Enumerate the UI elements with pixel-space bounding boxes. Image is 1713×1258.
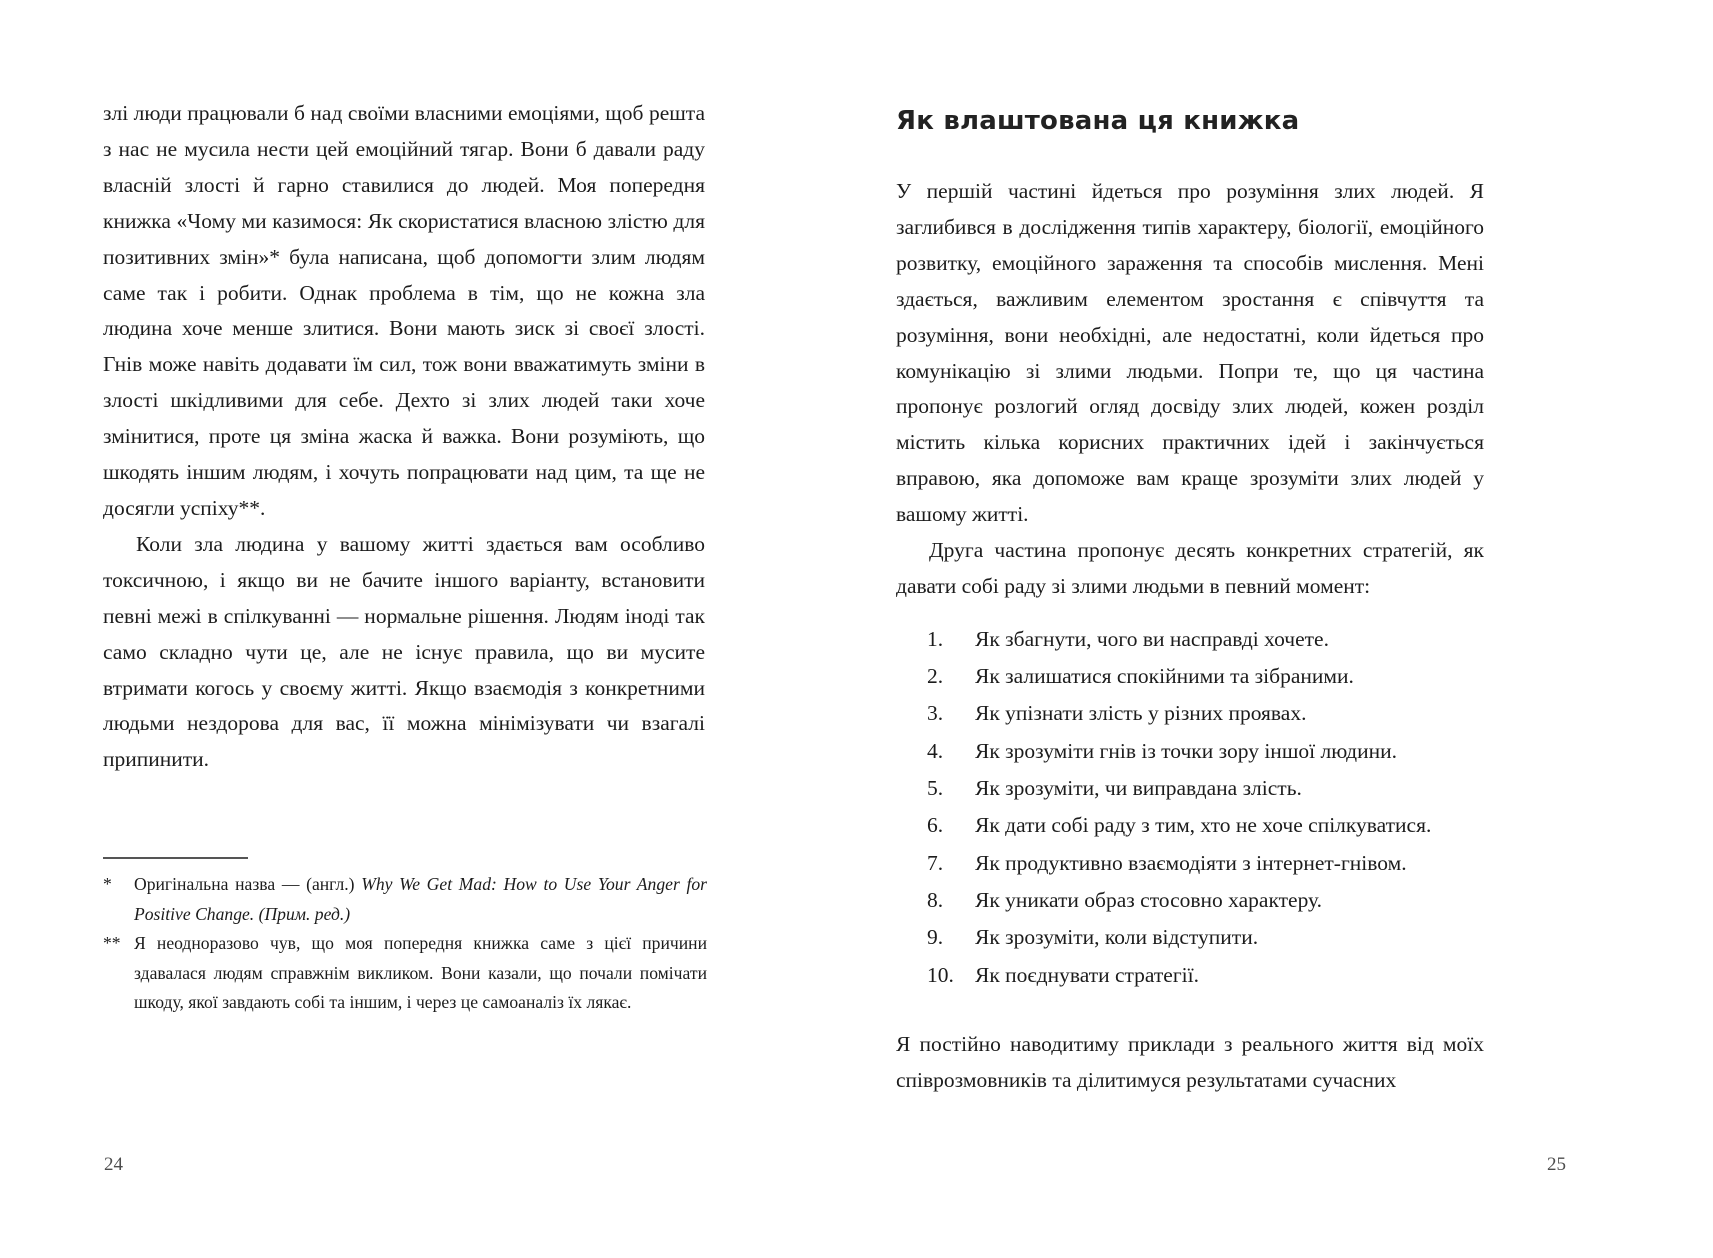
list-item-text: Як зрозуміти, чи виправдана злість.: [975, 776, 1302, 801]
list-item: [927, 882, 1484, 919]
footnote-segment: Я неодноразово чув, що моя попередня книжка саме з цієї причини здавалася людям справжнім викликом. Вони казали, що почали помічати шкоду, якої завдають собі та іншим, і через це самоаналіз їх лякає.: [134, 933, 707, 1013]
paragraph: Коли зла людина у вашому житті здається вам особливо токсичною, і якщо ви не бачите іншого варіанту, встановити певні межі в спілкуванні — нормальне рішення. Людям іноді так само складно чути це, але не існує правила, що ви мусите втримати когось у своєму житті. Якщо взаємодія з конкретними людьми нездорова для вас, її можна мінімізувати чи взагалі припинити.: [103, 531, 705, 772]
left-page-body: [103, 96, 705, 778]
footnote-text: [134, 929, 707, 1018]
list-item-number: 4.: [927, 738, 944, 763]
chapter-heading: Як влаштована ця книжка: [896, 106, 1300, 136]
list-item-text: Як уникати образ стосовно характеру.: [975, 887, 1323, 912]
list-item-text: Як зрозуміти, коли відступити.: [975, 925, 1259, 950]
footnote-segment-italic: Why We Get Mad: How to Use Your Anger for Positive Change. (Прим. ред.): [134, 874, 707, 924]
right-page-body: [896, 174, 1484, 1099]
paragraph: У першій частині йдеться про розуміння злих людей. Я заглибився в дослідження типів характеру, біології, емоційного розвитку, емоційного зараження та способів мислення. Мені здається, важливим елементом зростання є співчуття та розуміння, вони необхідні, але недостатні, коли йдеться про комунікацію зі злими людьми. Попри те, що ця частина пропонує розлогий огляд досвіду злих людей, кожен розділ містить кілька корисних практичних ідей і закінчується вправою, яка допоможе вам краще зрозуміти злих людей у вашому житті.: [896, 179, 1484, 527]
list-item: [927, 957, 1484, 994]
list-item-number: 7.: [927, 850, 944, 875]
list-item: [927, 621, 1484, 658]
list-item-text: Як збагнути, чого ви насправді хочете.: [975, 626, 1329, 651]
footnote-segment: Оригінальна назва — (англ.): [134, 874, 362, 894]
list-item: [927, 845, 1484, 882]
footnote: [103, 870, 707, 929]
list-item: [927, 919, 1484, 956]
footnote-text: [134, 870, 707, 929]
strategy-list: [896, 621, 1484, 994]
list-item-number: 5.: [927, 776, 944, 801]
list-item: [927, 658, 1484, 695]
list-item-number: 6.: [927, 813, 944, 838]
footnote-marker: **: [103, 933, 121, 954]
footnote-divider: [103, 857, 248, 859]
list-item-text: Як дати собі раду з тим, хто не хоче спілкуватися.: [975, 813, 1432, 838]
footnotes: [103, 870, 707, 1018]
list-item-text: Як упізнати злість у різних проявах.: [975, 701, 1307, 726]
footnote-marker: *: [103, 874, 112, 894]
page-number-right: 25: [1547, 1154, 1566, 1175]
list-item-number: 3.: [927, 701, 944, 726]
paragraph: Друга частина пропонує десять конкретних стратегій, як давати собі раду зі злими людьми в певний момент:: [896, 538, 1484, 598]
list-item-number: 10.: [927, 962, 954, 987]
list-item: [927, 807, 1484, 844]
list-item-text: Як зрозуміти гнів із точки зору іншої людини.: [975, 738, 1398, 763]
paragraph: злі люди працювали б над своїми власними емоціями, щоб решта з нас не мусила нести цей емоційний тягар. Вони б давали раду власній злості й гарно ставилися до людей. Моя попередня книжка «Чому ми казимося: Як скористатися власною злістю для позитивних змін»* була написана, щоб допомогти злим людям саме так і робити. Однак проблема в тім, що не кожна зла людина хоче менше злитися. Вони мають зиск зі своєї злості. Гнів може навіть додавати їм сил, тож вони вважатимуть зміни в злості шкідливими для себе. Дехто зі злих людей таки хоче змінитися, проте ця зміна жаска й важка. Вони розуміють, що шкодять іншим людям, і хочуть попрацювати над цим, та ще не досягли успіху**.: [103, 101, 705, 520]
page-number-left: 24: [104, 1154, 123, 1175]
list-item-number: 8.: [927, 887, 944, 912]
list-item: [927, 695, 1484, 732]
list-item-text: Як продуктивно взаємодіяти з інтернет-гнівом.: [975, 850, 1407, 875]
list-item-text: Як поєднувати стратегії.: [975, 962, 1199, 987]
list-item: [927, 733, 1484, 770]
closing-paragraph: Я постійно наводитиму приклади з реального життя від моїх співрозмовників та ділитимуся результатами сучасних: [896, 1031, 1484, 1092]
list-item-text: Як залишатися спокійними та зібраними.: [975, 664, 1354, 689]
list-item-number: 1.: [927, 626, 944, 651]
list-item-number: 9.: [927, 925, 944, 950]
footnote: [103, 929, 707, 1018]
list-item-number: 2.: [927, 664, 944, 689]
list-item: [927, 770, 1484, 807]
